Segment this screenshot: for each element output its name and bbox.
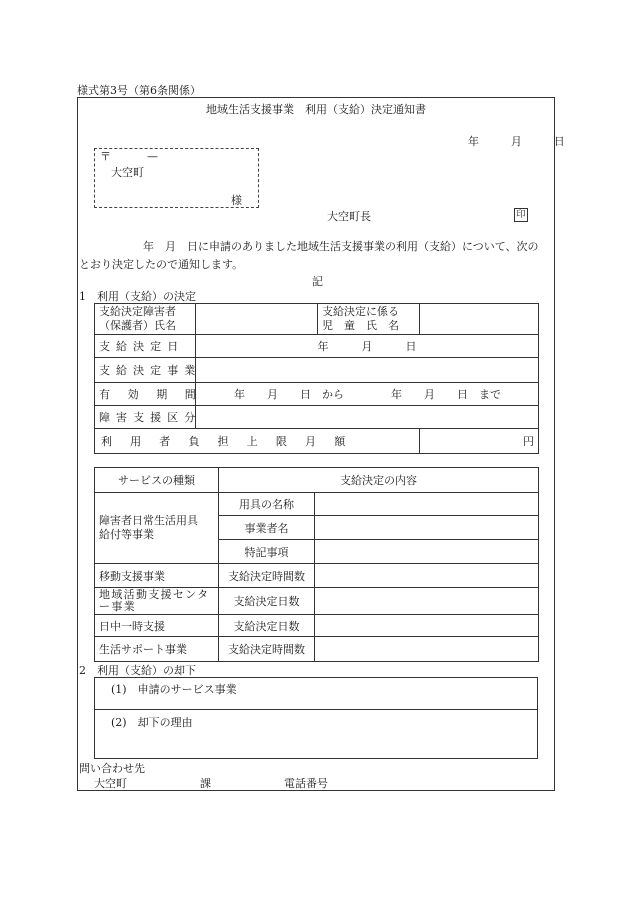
- services-header-content: 支給決定の内容: [219, 468, 539, 493]
- address-box: [94, 148, 259, 208]
- official-seal: 印: [514, 208, 528, 222]
- service-item: 支給決定日数: [219, 588, 315, 615]
- equipment-item-notes-value[interactable]: [315, 540, 539, 564]
- equipment-item-provider-value[interactable]: [315, 516, 539, 540]
- equipment-item-name: 用具の名称: [219, 493, 315, 516]
- service-item: 支給決定時間数: [219, 564, 315, 588]
- address-town: 大空町: [111, 166, 144, 179]
- contact-town: 大空町: [94, 777, 127, 790]
- section2-heading: 2 利用（支給）の却下: [79, 664, 196, 677]
- ki-label: 記: [312, 275, 323, 288]
- decision-date-row: [95, 335, 539, 358]
- services-table: [94, 467, 539, 662]
- section1-heading: 1 利用（支給）の決定: [79, 290, 196, 303]
- service-name: 移動支援事業: [95, 564, 219, 588]
- child-name-cell[interactable]: [420, 304, 539, 335]
- service-item: 支給決定日数: [219, 615, 315, 637]
- contact-heading: 問い合わせ先: [79, 762, 145, 775]
- decision-date-label: 支給決定日: [95, 335, 196, 358]
- service-value[interactable]: [315, 615, 539, 637]
- recipient-label: 支給決定障害者 （保護者）氏名: [95, 304, 196, 335]
- recipient-row: [95, 304, 539, 335]
- body-line-2: とおり決定したので通知します。: [79, 258, 244, 271]
- copay-row: [95, 429, 539, 454]
- postal-mark: 〒: [100, 150, 111, 163]
- rejection-service-label: (1) 申請のサービス事業: [111, 683, 237, 696]
- service-name: 生活サポート事業: [95, 637, 219, 662]
- validity-value-cell[interactable]: [196, 383, 539, 406]
- body-line-1: 年 月 日に申請のありました地域生活支援事業の利用（支給）について、次の: [143, 240, 539, 253]
- service-row: [95, 564, 539, 588]
- honorific: 様: [231, 194, 242, 207]
- copay-value-cell[interactable]: 円: [420, 429, 539, 454]
- contact-phone: 電話番号: [284, 777, 328, 790]
- validity-from: 年 月 日 から: [234, 388, 344, 401]
- service-row: [95, 615, 539, 637]
- support-class-row: [95, 406, 539, 429]
- contact-division: 課: [200, 777, 211, 790]
- form-title: 地域生活支援事業 利用（支給）決定通知書: [206, 103, 426, 116]
- equipment-item-notes: 特記事項: [219, 540, 315, 564]
- equipment-service: 障害者日常生活用具給付等事業: [95, 493, 219, 564]
- service-row: [95, 637, 539, 662]
- support-class-value-cell[interactable]: [196, 406, 539, 429]
- rejection-reason-box[interactable]: [94, 709, 538, 759]
- equipment-row-1: [95, 493, 539, 516]
- service-row: [95, 588, 539, 615]
- services-header-row: [95, 468, 539, 493]
- rejection-service-box[interactable]: [94, 677, 538, 710]
- validity-row: [95, 383, 539, 406]
- recipient-name-cell[interactable]: [196, 304, 318, 335]
- validity-to: 年 月 日 まで: [391, 388, 501, 401]
- issuer-name: 大空町長: [327, 210, 371, 223]
- decision-date-value[interactable]: 年 月 日: [196, 335, 539, 358]
- service-value[interactable]: [315, 564, 539, 588]
- project-label: 支給決定事業: [95, 358, 196, 383]
- postal-dash: —: [147, 150, 158, 163]
- project-value-cell[interactable]: [196, 358, 539, 383]
- service-name: 地域活動支援センター事業: [95, 588, 219, 615]
- equipment-item-provider: 事業者名: [219, 516, 315, 540]
- service-value[interactable]: [315, 588, 539, 615]
- date-line: 年 月 日: [468, 135, 569, 148]
- form-number: 様式第3号（第6条関係）: [77, 84, 201, 97]
- services-header-type: サービスの種類: [95, 468, 219, 493]
- child-label: 支給決定に係る 児 童 氏 名: [318, 304, 420, 335]
- service-value[interactable]: [315, 637, 539, 662]
- copay-label: 利用者負担上限月額: [95, 429, 420, 454]
- support-class-label: 障害支援区分: [95, 406, 196, 429]
- service-name: 日中一時支援: [95, 615, 219, 637]
- decision-table: [94, 303, 539, 454]
- equipment-item-name-value[interactable]: [315, 493, 539, 516]
- rejection-reason-label: (2) 却下の理由: [111, 716, 193, 729]
- service-item: 支給決定時間数: [219, 637, 315, 662]
- validity-label: 有効期間: [95, 383, 196, 406]
- project-row: [95, 358, 539, 383]
